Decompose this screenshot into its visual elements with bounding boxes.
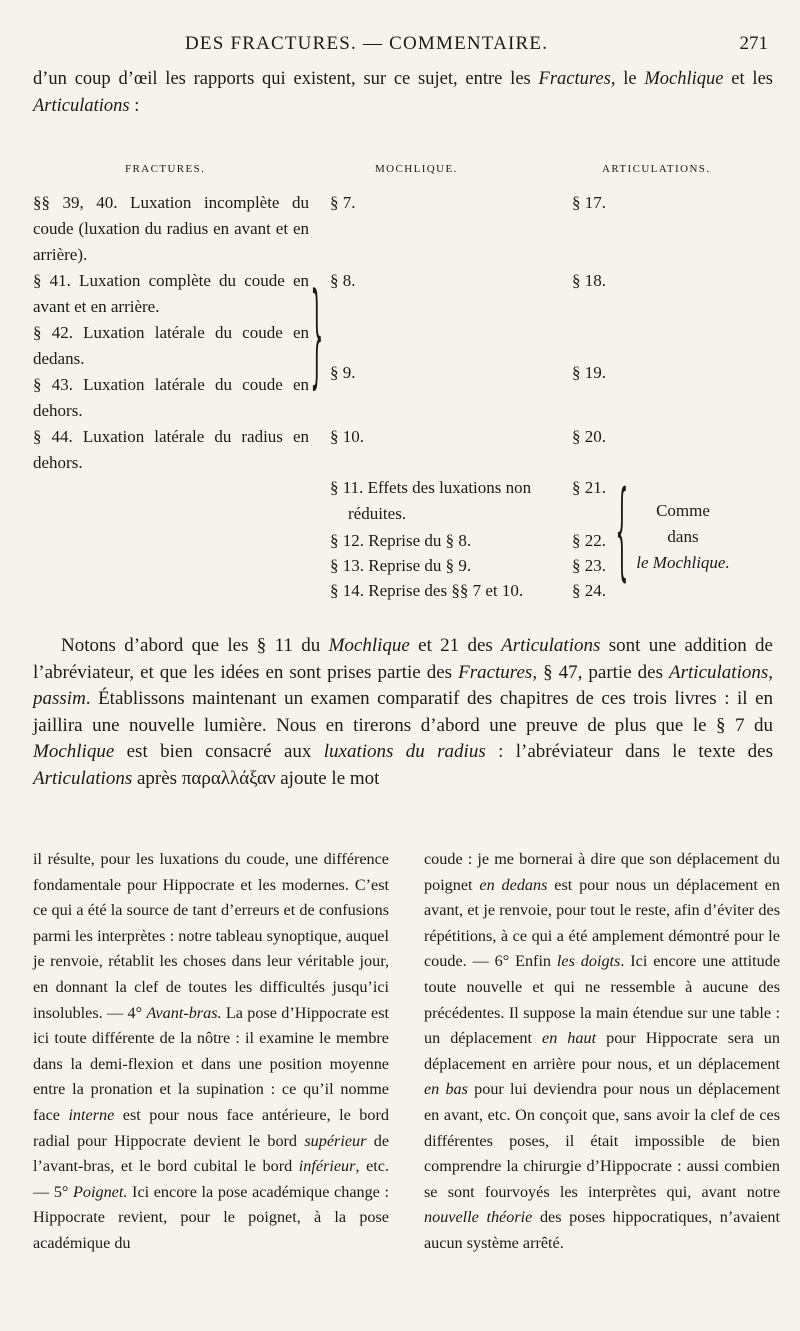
synoptic-table xyxy=(0,0,800,620)
fractures-cell-44: § 44. Luxation latérale du radius en dehors. xyxy=(33,427,309,472)
intro-sentence: d’un coup d’œil les rapports qui existent, sur ce sujet, entre les Fractures, le Mochlique et les Articulations : xyxy=(33,69,773,116)
fractures-cell-42: § 42. Luxation latérale du coude en dedans. xyxy=(33,323,309,368)
fractures-cell-43: § 43. Luxation latérale du coude en dehors. xyxy=(33,375,309,420)
mochlique-cell-12: § 12. Reprise du § 8. xyxy=(330,531,472,550)
articulations-cell-18: § 18. xyxy=(572,271,606,290)
footnote-column-right: coude : je me bornerai à dire que son déplacement du poignet en dedans est pour nous un déplacement en avant, et je renvoie, pour tout le reste, afin d’éviter des répétitions, à ce qui a été amplement démontré pour le coude. — 6° Enfin les doigts. Ici encore une attitude toute nouvelle et qui ne ressemble à aucune des précédentes. Il suppose la main étendue sur une table : un déplacement en haut pour Hippocrate sera un déplacement en arrière pour nous, et un déplacement en bas pour lui deviendra pour nous un déplacement en avant, etc. On conçoit que, sans avoir la clef de ces différentes poses, il était impossible de bien comprendre la chirurgie d’Hippocrate : aussi combien se sont fourvoyés les interprètes qui, avant notre nouvelle théorie des poses hippocratiques, n’avaient aucun système arrêté. xyxy=(424,850,781,1252)
articulations-cell-19: § 19. xyxy=(572,363,606,382)
running-head-title: DES FRACTURES. — COMMENTAIRE. xyxy=(185,33,549,54)
comme-note-line1: Comme xyxy=(656,501,710,520)
articulations-cell-22: § 22. xyxy=(572,531,606,550)
header-articulations: ARTICULATIONS. xyxy=(602,163,711,175)
mochlique-cell-7: § 7. xyxy=(330,193,356,212)
mochlique-cell-8: § 8. xyxy=(330,271,356,290)
mochlique-cell-11: § 11. Effets des luxations non réduites. xyxy=(330,478,532,523)
mochlique-cell-9: § 9. xyxy=(330,363,356,382)
fractures-cell-41: § 41. Luxation complète du coude en avant et en arrière. xyxy=(33,271,309,316)
footnote-column-left: il résulte, pour les luxations du coude, une différence fondamentale pour Hippocrate et les modernes. C’est ce qui a été la source de tant d’erreurs et de confusions parmi les interprètes : notre tableau synoptique, auquel je renvoie, rétablit les choses dans leur véritable jour, en donnant la clef de toutes les difficultés jusqu’ici insolubles. — 4° Avant-bras. La pose d’Hippocrate est ici toute différente de la nôtre : il examine le membre dans la demi-flexion et dans une position moyenne entre la pronation et la supination : ce qu’il nomme face interne est pour nous face antérieure, le bord radial pour Hippocrate devient le bord supérieur de l’avant-bras, et le bord cubital le bord inférieur, etc. — 5° Poignet. Ici encore la pose académique change : Hippocrate revient, pour le poignet, à la pose académique du xyxy=(33,850,390,1252)
header-mochlique: MOCHLIQUE. xyxy=(375,163,458,175)
articulations-cell-17: § 17. xyxy=(572,193,606,212)
mochlique-cell-13: § 13. Reprise du § 9. xyxy=(330,556,472,575)
brace-left-rows-21-24: { xyxy=(615,470,629,594)
fractures-cell-39-40: §§ 39, 40. Luxation incomplète du coude (luxation du radius en avant et en arrière). xyxy=(33,193,309,264)
articulations-cell-21: § 21. xyxy=(572,478,606,497)
articulations-cell-20: § 20. xyxy=(572,427,606,446)
body-paragraph: Notons d’abord que les § 11 du Mochlique et 21 des Articulations sont une addition de l’abréviateur, et que les idées en sont prises partie des Fractures, § 47, partie des Articulations, passim. Établissons maintenant un examen comparatif des chapitres de ces trois livres : il en jaillira une nouvelle lumière. Nous en tirerons d’abord une preuve de plus que le § 7 du Mochlique est bien consacré aux luxations du radius : l’abréviateur dans le texte des Articulations après παραλλάξαν ajoute le mot xyxy=(33,635,774,789)
header-fractures: FRACTURES. xyxy=(125,163,206,175)
mochlique-cell-10: § 10. xyxy=(330,427,364,446)
mochlique-cell-14: § 14. Reprise des §§ 7 et 10. xyxy=(330,581,524,600)
brace-right-rows-42-43: } xyxy=(310,270,324,402)
articulations-cell-24: § 24. xyxy=(572,581,606,600)
articulations-cell-23: § 23. xyxy=(572,556,606,575)
comme-note-line3: le Mochlique. xyxy=(636,553,730,572)
comme-note-line2: dans xyxy=(667,527,699,546)
page-number: 271 xyxy=(739,33,768,54)
